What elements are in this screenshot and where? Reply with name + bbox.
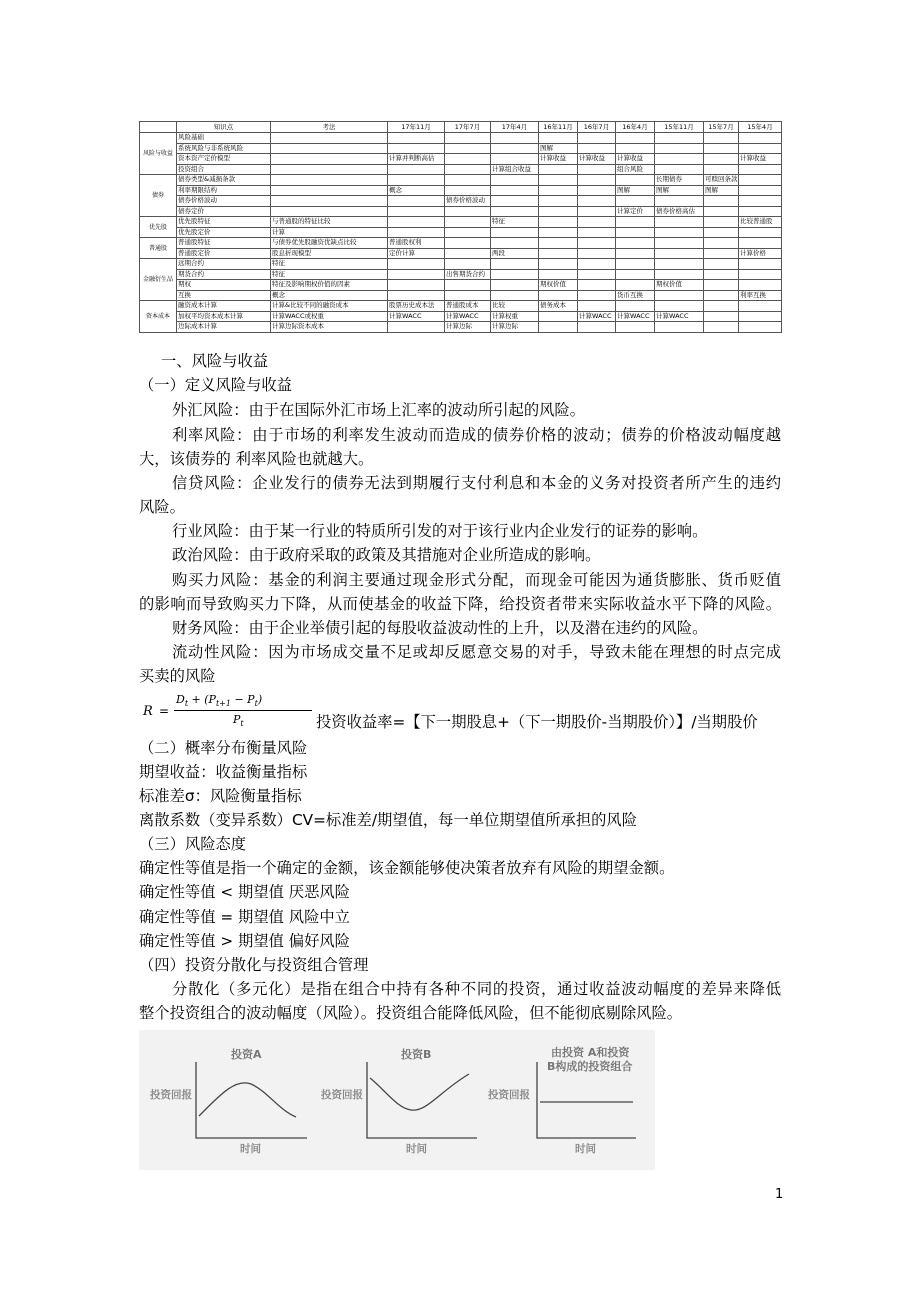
table-cell [539,248,578,259]
table-cell [655,164,704,175]
table-cell [739,259,782,270]
table-cell [388,227,445,238]
table-cell [271,185,388,196]
panel-b-axes [367,1062,477,1138]
table-cell [388,280,445,291]
table-cell [491,227,539,238]
table-header: 15年4月 [739,122,782,133]
table-cell [616,217,655,228]
table-cell [491,143,539,154]
table-cell [616,269,655,280]
table-cell [578,196,616,207]
table-cell: 比较 [491,301,539,312]
table-cell [539,206,578,217]
table-cell: 定价计算 [388,248,445,259]
table-cell: 概念 [271,290,388,301]
table-cell [578,133,616,144]
table-cell: 计算组合收益 [491,164,539,175]
table-header: 16年7月 [578,122,616,133]
table-cell [578,269,616,280]
table-cell [539,185,578,196]
paragraph-interest-risk-cont: 大，该债券的 利率风险也就越大。 [139,450,374,468]
table-row [140,154,782,165]
table-cell [739,227,782,238]
table-body [140,133,782,333]
table-cell [616,259,655,270]
table-cell: 出售期货合约 [445,269,491,280]
table-row [140,196,782,207]
paragraph-risk-seeking: 确定性等值 > 期望值 偏好风险 [139,932,350,950]
table-cell [578,227,616,238]
table-cell: 计算收益 [739,154,782,165]
table-cell [539,311,578,322]
table-cell [704,196,739,207]
table-cell [578,259,616,270]
table-cell [388,259,445,270]
table-cell [578,217,616,228]
paragraph-credit-risk-cont: 风险。 [139,498,185,516]
table-row [140,143,782,154]
table-cell [739,311,782,322]
paragraph-financial-risk: 财务风险：由于企业举债引起的每股收益波动性的上升，以及潜在违约的风险。 [172,619,708,637]
table-cell: 比较普通股 [739,217,782,228]
table-cell: 普通股特征 [177,238,271,249]
table-cell [616,322,655,333]
paragraph-interest-risk: 利率风险：由于市场的利率发生波动而造成的债券价格的波动；债券的价格波动幅度越 [172,426,781,444]
table-cell: 优先股特征 [177,217,271,228]
paragraph-std-dev: 标准差σ：风险衡量指标 [139,787,302,805]
section-title: 一、风险与收益 [161,352,269,370]
table-cell [445,185,491,196]
table-cell [445,143,491,154]
table-cell: 组合风险 [616,164,655,175]
table-row [140,248,782,259]
table-cell: 债券类型&减损条款 [177,175,271,186]
table-cell: 概念 [388,185,445,196]
paragraph-risk-neutral: 确定性等值 = 期望值 风险中立 [139,908,350,926]
table-cell [491,259,539,270]
table-cell [271,164,388,175]
panel-b-x-label: 时间 [406,1143,427,1155]
table-cell: 计算边际 [445,322,491,333]
table-cell [271,206,388,217]
table-cell: 期货合约 [177,269,271,280]
table-cell [704,217,739,228]
table-cell: 计算并判断高估 [388,154,445,165]
table-cell [388,322,445,333]
table-cell: 融资成本计算 [177,301,271,312]
paragraph-purchasing-risk: 购买力风险：基金的利润主要通过现金形式分配，而现金可能因为通货膨胀、货币贬值 [172,571,781,589]
table-cell: 互换 [177,290,271,301]
table-row [140,133,782,144]
table-cell: 与债券优先股融资优缺点比较 [271,238,388,249]
panel-c-y-label: 投资回报 [488,1089,530,1101]
panel-c-x-label: 时间 [575,1143,596,1155]
table-header: 15年7月 [704,122,739,133]
table-cell: 特征及影响期权价值的因素 [271,280,388,291]
table-cell [739,238,782,249]
table-cell [578,248,616,259]
paragraph-credit-risk: 信贷风险：企业发行的债券无法到期履行支付利息和本金的义务对投资者所产生的违约 [172,474,781,492]
subsection-title: （二）概率分布衡量风险 [139,739,308,757]
table-header: 16年4月 [616,122,655,133]
table-cell [445,164,491,175]
table-cell [704,290,739,301]
table-cell: 债券价格波动 [177,196,271,207]
table-row [140,185,782,196]
table-cell [655,133,704,144]
table-cell [491,196,539,207]
table-header-blank [140,122,177,133]
table-cell: 资本资产定价模型 [177,154,271,165]
table-cell [388,196,445,207]
table-cell [616,248,655,259]
panel-b-title: 投资B [401,1048,432,1061]
table-cell: 期权价值 [539,280,578,291]
table-cell [655,154,704,165]
table-category-cell: 债券 [140,175,177,217]
table-cell [445,175,491,186]
table-cell: 普通股成本 [445,301,491,312]
table-row [140,238,782,249]
table-row [140,301,782,312]
table-cell [739,269,782,280]
table-cell: 股息折现模型 [271,248,388,259]
table-cell [704,248,739,259]
table-cell: 加权平均资本成本计算 [177,311,271,322]
table-cell [704,238,739,249]
table-cell [539,269,578,280]
paragraph-political-risk: 政治风险：由于政府采取的政策及其措施对企业所造成的影响。 [172,546,601,564]
table-cell [388,143,445,154]
table-cell [388,164,445,175]
table-cell [491,175,539,186]
panel-c-title-line1: 由投资 A和投资 [551,1046,630,1059]
table-cell [655,143,704,154]
table-header: 15年11月 [655,122,704,133]
table-category-cell: 优先股 [140,217,177,238]
table-cell [704,143,739,154]
table-cell [704,280,739,291]
table-cell [578,280,616,291]
table-cell: 利率互换 [739,290,782,301]
table-cell: 计算WACC [616,311,655,322]
table-cell [539,133,578,144]
table-cell [616,143,655,154]
table-row [140,269,782,280]
table-cell: 投资组合 [177,164,271,175]
table-cell [655,259,704,270]
table-cell [704,227,739,238]
paragraph-cv: 离散系数（变异系数）CV=标准差/期望值，每一单位期望值所承担的风险 [139,811,638,829]
table-cell: 可赎回条款 [705,175,738,184]
table-cell [739,206,782,217]
table-cell [655,322,704,333]
table-cell: 债务成本 [539,301,578,312]
table-cell [655,238,704,249]
subsection-title: （四）投资分散化与投资组合管理 [139,956,369,974]
table-cell [655,248,704,259]
table-row [140,217,782,228]
table-cell [445,248,491,259]
paragraph-certainty-equivalent: 确定性等值是指一个确定的金额，该金额能够使决策者放弃有风险的期望金额。 [139,859,675,877]
table-cell [388,175,445,186]
table-cell: 长期债券 [655,175,704,186]
table-cell: 风险基础 [177,133,271,144]
table-cell [578,290,616,301]
table-cell [655,301,704,312]
table-cell [704,133,739,144]
table-cell [704,206,739,217]
table-cell [704,154,739,165]
paragraph-forex-risk: 外汇风险：由于在国际外汇市场上汇率的波动所引起的风险。 [172,401,586,419]
table-header-row [140,122,782,133]
table-cell: 普通股权利 [388,238,445,249]
paragraph-liquidity-risk: 流动性风险：因为市场成交量不足或却反愿意交易的对手，导致未能在理想的时点完成 [172,643,781,661]
table-cell [491,238,539,249]
table-cell: 计算权重 [491,311,539,322]
table-cell: 期权 [177,280,271,291]
table-cell [739,133,782,144]
table-header: 考法 [271,122,388,133]
table-cell [704,301,739,312]
paragraph-diversification: 分散化（多元化）是指在组合中持有各种不同的投资，通过收益波动幅度的差异来降低 [172,980,781,998]
panel-a-title: 投资A [231,1048,262,1061]
table-cell: 货币互换 [616,290,655,301]
table-cell [539,175,578,186]
table-cell [445,206,491,217]
panel-c-title-line2: B构成的投资组合 [547,1060,633,1073]
table-cell: 优先股定价 [177,227,271,238]
panel-a-axes [196,1062,307,1138]
table-cell [739,164,782,175]
table-row [140,259,782,270]
table-cell [445,259,491,270]
table-cell [271,196,388,207]
table-cell [616,133,655,144]
table-cell: 图解 [539,143,578,154]
table-cell: 远期合约 [177,259,271,270]
table-cell [704,259,739,270]
table-cell [739,301,782,312]
table-cell [578,164,616,175]
table-cell [655,290,704,301]
table-row [140,164,782,175]
table-cell [539,164,578,175]
table-cell [616,196,655,207]
table-cell [578,322,616,333]
table-cell [616,280,655,291]
table-cell [271,133,388,144]
table-cell: 债券定价 [177,206,271,217]
table-row [140,206,782,217]
table-cell [655,269,704,280]
return-formula: R = $D_t + (P_{t+1} - P_t)$ $P_t$ [143,693,313,733]
table-cell [578,301,616,312]
table-row [140,322,782,333]
table-cell [655,196,704,207]
panel-b-curve [370,1074,469,1110]
table-cell [539,217,578,228]
table-cell [578,238,616,249]
table-cell [578,175,616,186]
table-cell: 图解 [655,185,704,196]
panel-a-curve [199,1083,296,1117]
table-row [140,311,782,322]
table-category-cell: 普通股 [140,238,177,259]
table-row [140,280,782,291]
table-cell [704,164,739,175]
table-cell [616,175,655,186]
table-cell: 两段 [491,248,539,259]
table-cell [539,322,578,333]
table-cell [271,154,388,165]
table-cell: 图解 [616,185,655,196]
table-header: 17年11月 [388,122,445,133]
table-cell [539,196,578,207]
table-cell [271,143,388,154]
table-cell [578,206,616,217]
table-cell: 计算WACC [655,311,704,322]
table-cell: 图解 [704,185,739,196]
table-cell [388,206,445,217]
table-cell: 计算WACC或权重 [271,311,388,322]
table-cell: 计算WACC [445,311,491,322]
table-cell [578,143,616,154]
table-cell [491,269,539,280]
table-cell: 计算 [271,227,388,238]
table-cell [739,143,782,154]
table-cell [578,185,616,196]
table-cell [445,133,491,144]
table-cell: 与普通股的特征比较 [271,217,388,228]
table-cell [616,238,655,249]
panel-a-x-label: 时间 [240,1143,261,1155]
table-cell [445,154,491,165]
table-cell: 债券价格波动 [445,196,491,207]
table-cell: 计算边际资本成本 [271,322,388,333]
exam-topic-table [139,121,782,333]
table-cell [445,227,491,238]
paragraph-purchasing-risk-cont: 的影响而导致购买力下降，从而使基金的收益下降，给投资者带来实际收益水平下降的风险。 [139,595,781,613]
table-cell [739,175,782,186]
table-cell [445,217,491,228]
panel-a-y-label: 投资回报 [150,1089,192,1101]
table-cell: 利率期限结构 [177,185,271,196]
table-cell [271,175,388,186]
table-cell: 特征 [271,269,388,280]
paragraph-liquidity-risk-cont: 买卖的风险 [139,667,216,685]
table-cell: 计算收益 [616,154,655,165]
table-cell: 边际成本计算 [177,322,271,333]
table-cell: 特征 [491,217,539,228]
table-cell [491,185,539,196]
paragraph-expected-return: 期望收益：收益衡量指标 [139,763,308,781]
table-category-cell: 资本成本 [140,301,177,333]
table-cell: 计算定价 [616,206,655,217]
table-header: 17年4月 [491,122,539,133]
table-cell [704,269,739,280]
table-cell [739,322,782,333]
table-header: 知识点 [177,122,271,133]
table-cell [388,269,445,280]
table-cell: 计算&比较不同的融资成本 [271,301,388,312]
table-cell [655,217,704,228]
table-cell [704,322,739,333]
table-cell [616,227,655,238]
table-cell [491,133,539,144]
table-cell [704,311,739,322]
table-row [140,227,782,238]
table-cell: 期权价值 [655,280,704,291]
table-cell: 计算收益 [578,154,616,165]
table-cell [445,290,491,301]
table-cell [491,154,539,165]
table-row [140,290,782,301]
table-cell: 计算价格 [739,248,782,259]
table-cell [539,290,578,301]
table-cell [539,238,578,249]
table-header: 17年7月 [445,122,491,133]
subsection-title: （一）定义风险与收益 [139,376,292,394]
table-cell [616,301,655,312]
table-cell [491,290,539,301]
table-cell: 计算WACC [578,311,616,322]
table-cell [445,238,491,249]
table-cell [491,206,539,217]
page-number: 1 [775,1187,784,1202]
paragraph-risk-averse: 确定性等值 < 期望值 厌恶风险 [139,883,350,901]
formula-description: 投资收益率=【下一期股息+（下一期股价-当期股价）】/当期股价 [316,713,758,731]
table-category-cell: 风险与收益 [140,133,177,175]
table-cell [739,196,782,207]
table-cell [739,280,782,291]
table-cell: 计算边际 [491,322,539,333]
table-header: 16年11月 [539,122,578,133]
table-cell [739,185,782,196]
table-cell: 股票历史成本法 [388,301,445,312]
paragraph-diversification-cont: 整个投资组合的波动幅度（风险）。投资组合能降低风险，但不能彻底剔除风险。 [139,1004,683,1022]
table-cell [388,133,445,144]
table-cell [539,259,578,270]
table-category-cell: 金融衍生品 [140,259,177,301]
table-cell [539,227,578,238]
table-cell [388,217,445,228]
panel-b-y-label: 投资回报 [321,1089,363,1101]
table-cell: 债券价格高估 [655,206,704,217]
table-cell [388,290,445,301]
table-row [140,175,782,186]
table-cell: 计算WACC [388,311,445,322]
subsection-title: （三）风险态度 [139,835,247,853]
table-cell [445,280,491,291]
table-cell: 系统风险与非系统风险 [177,143,271,154]
table-cell: 特征 [271,259,388,270]
paragraph-industry-risk: 行业风险：由于某一行业的特质所引发的对于该行业内企业发行的证券的影响。 [172,522,708,540]
table-cell [655,227,704,238]
table-cell [491,280,539,291]
diversification-figure [139,1030,655,1170]
table-cell: 计算收益 [539,154,578,165]
table-cell: 普通股定价 [177,248,271,259]
